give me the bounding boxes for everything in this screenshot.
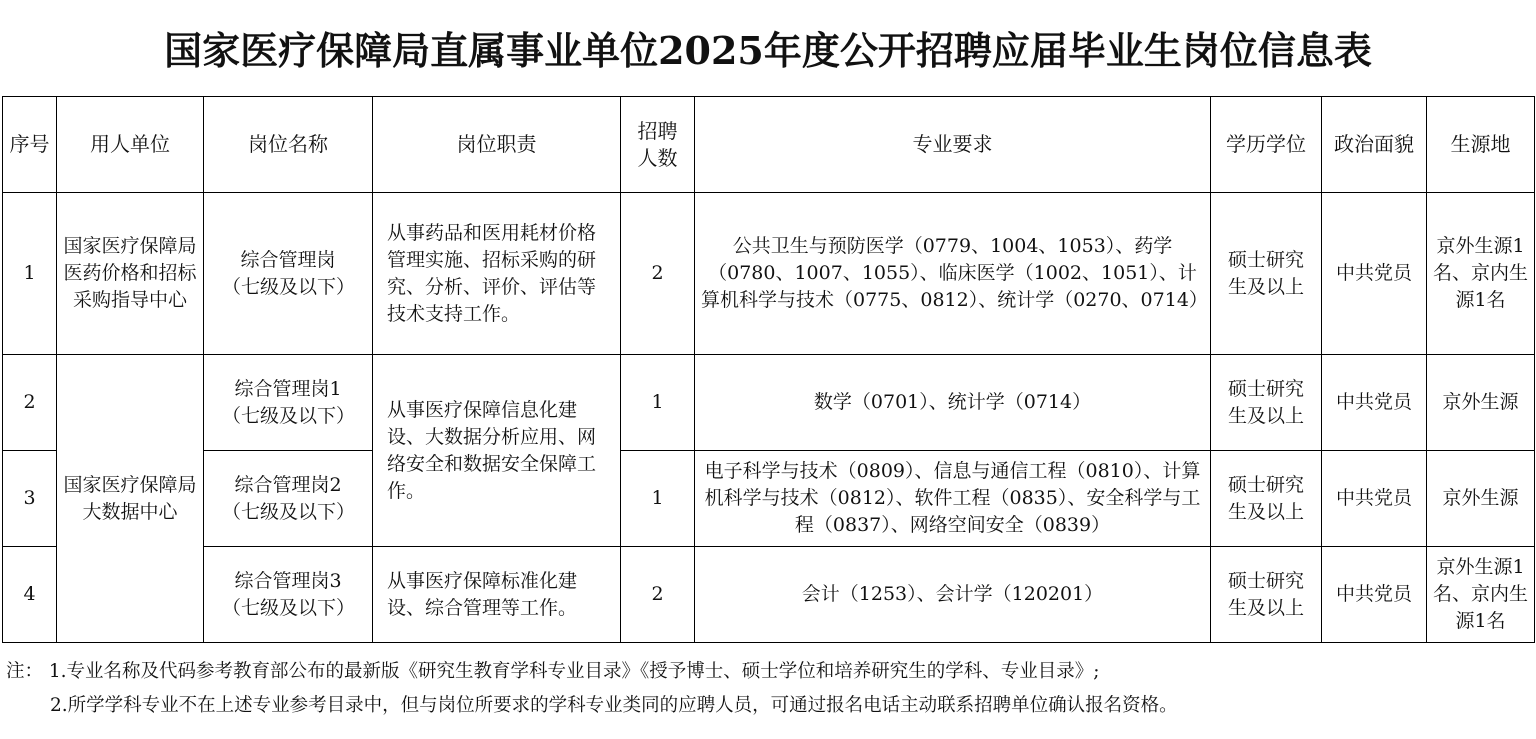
header-major: 专业要求: [695, 97, 1211, 193]
footnotes: [6, 655, 1530, 723]
cell-seq: 4: [3, 547, 57, 643]
header-duties: 岗位职责: [373, 97, 621, 193]
page-title: 国家医疗保障局直属事业单位2025年度公开招聘应届毕业生岗位信息表: [164, 27, 1372, 73]
header-political: 政治面貌: [1322, 97, 1427, 193]
header-unit: 用人单位: [57, 97, 204, 193]
cell-major: 电子科学与技术（0809）、信息与通信工程（0810）、计算机科学与技术（0812）、软件工程（0835）、安全科学与工程（0837）、网络空间安全（0839）: [695, 451, 1211, 547]
header-degree: 学历学位: [1211, 97, 1322, 193]
cell-count: 1: [621, 355, 695, 451]
cell-degree: 硕士研究生及以上: [1211, 451, 1322, 547]
cell-duties: 从事医疗保障信息化建设、大数据分析应用、网络安全和数据安全保障工作。: [373, 355, 621, 547]
cell-count: 2: [621, 547, 695, 643]
cell-degree: 硕士研究生及以上: [1211, 193, 1322, 355]
footnote-2: 2.所学学科专业不在上述专业参考目录中，但与岗位所要求的学科专业类同的应聘人员，可通过报名电话主动联系招聘单位确认报名资格。: [50, 695, 1178, 716]
cell-origin: 京外生源1名、京内生源1名: [1427, 547, 1535, 643]
cell-political: 中共党员: [1322, 355, 1427, 451]
table-row: [3, 355, 1535, 451]
header-origin: 生源地: [1427, 97, 1535, 193]
table-row: [3, 451, 1535, 547]
cell-seq: 1: [3, 193, 57, 355]
cell-major: 会计（1253）、会计学（120201）: [695, 547, 1211, 643]
cell-position: 综合管理岗1（七级及以下）: [204, 355, 373, 451]
cell-count: 1: [621, 451, 695, 547]
header-count: 招聘人数: [621, 97, 695, 193]
cell-count: 2: [621, 193, 695, 355]
cell-position: 综合管理岗3（七级及以下）: [204, 547, 373, 643]
table-row: [3, 193, 1535, 355]
cell-position: 综合管理岗（七级及以下）: [204, 193, 373, 355]
cell-seq: 2: [3, 355, 57, 451]
positions-table: [2, 96, 1535, 643]
cell-position: 综合管理岗2（七级及以下）: [204, 451, 373, 547]
cell-political: 中共党员: [1322, 451, 1427, 547]
table-row: [3, 547, 1535, 643]
cell-origin: 京外生源: [1427, 355, 1535, 451]
cell-duties: 从事药品和医用耗材价格管理实施、招标采购的研究、分析、评价、评估等技术支持工作。: [373, 193, 621, 355]
cell-major: 数学（0701）、统计学（0714）: [695, 355, 1211, 451]
cell-origin: 京外生源1名、京内生源1名: [1427, 193, 1535, 355]
cell-political: 中共党员: [1322, 547, 1427, 643]
cell-duties: 从事医疗保障标准化建设、综合管理等工作。: [373, 547, 621, 643]
cell-degree: 硕士研究生及以上: [1211, 355, 1322, 451]
cell-unit: 国家医疗保障局医药价格和招标采购指导中心: [57, 193, 204, 355]
cell-degree: 硕士研究生及以上: [1211, 547, 1322, 643]
header-row: [3, 97, 1535, 193]
cell-origin: 京外生源: [1427, 451, 1535, 547]
cell-political: 中共党员: [1322, 193, 1427, 355]
header-position: 岗位名称: [204, 97, 373, 193]
cell-seq: 3: [3, 451, 57, 547]
footnote-1: 注： 1.专业名称及代码参考教育部公布的最新版《研究生教育学科专业目录》《授予博士、硕士学位和培养研究生的学科、专业目录》;: [6, 661, 1100, 682]
header-seq: 序号: [3, 97, 57, 193]
cell-unit: 国家医疗保障局大数据中心: [57, 355, 204, 643]
cell-major: 公共卫生与预防医学（0779、1004、1053）、药学（0780、1007、1055）、临床医学（1002、1051）、计算机科学与技术（0775、0812）、统计学（0270、0714）: [695, 193, 1211, 355]
